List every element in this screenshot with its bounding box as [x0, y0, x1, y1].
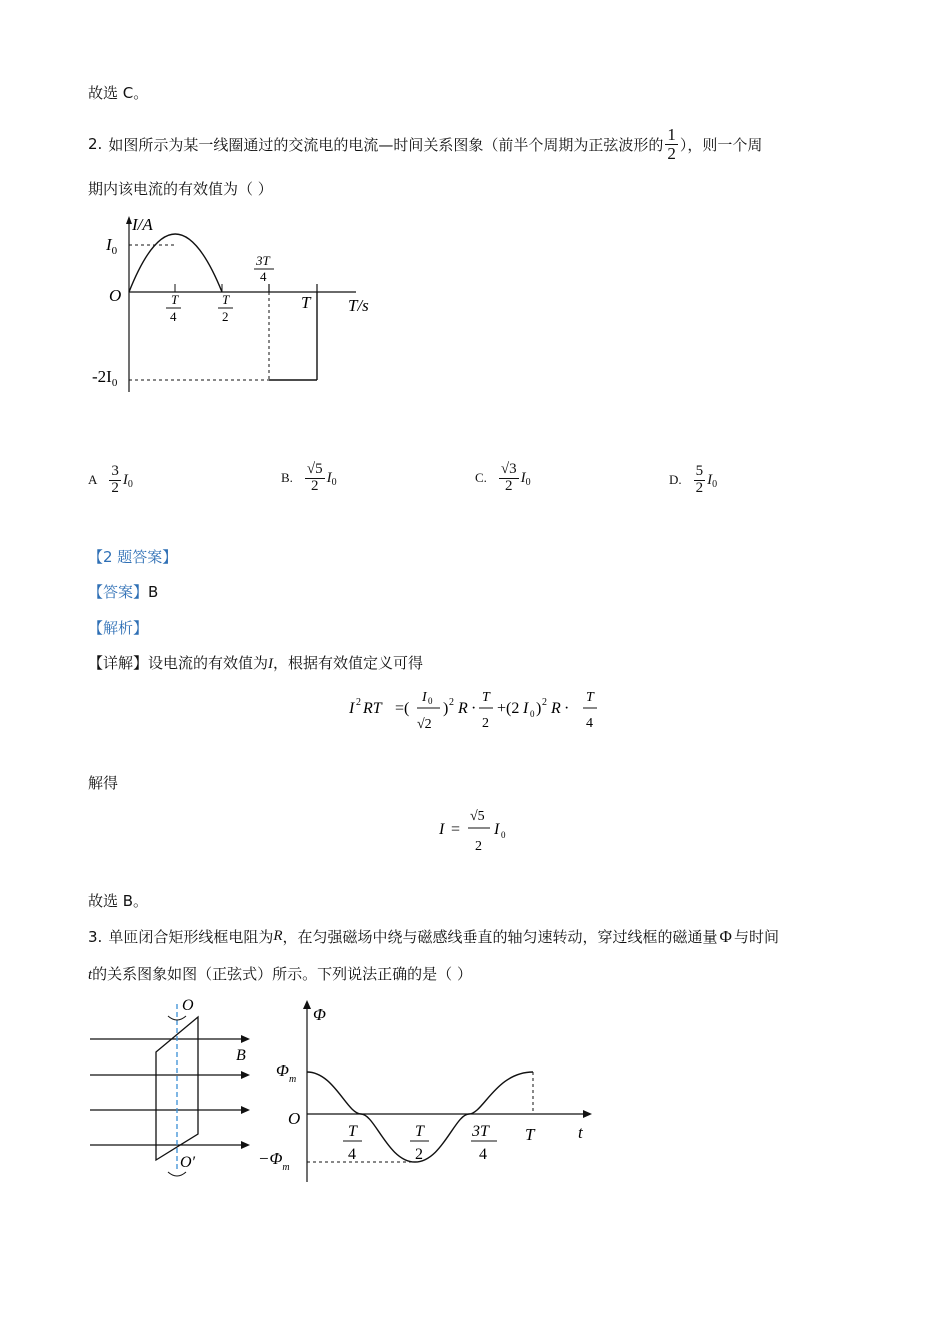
half-fraction: $\frac{1}{2}$	[667, 125, 676, 163]
svg-text:T: T	[586, 690, 594, 705]
t-three-quarter-num: 3T	[256, 253, 270, 268]
question-2-number: 2.	[88, 135, 103, 154]
svg-text:T: T	[415, 1123, 424, 1140]
axis-bottom-label: O′	[180, 1154, 196, 1171]
svg-text:4: 4	[586, 716, 593, 731]
svg-text:2: 2	[482, 716, 489, 731]
svg-text:·: ·	[471, 700, 477, 717]
svg-text:2: 2	[415, 1146, 423, 1163]
svg-text:T: T	[525, 1125, 535, 1144]
previous-conclusion: 故选 C。	[88, 84, 149, 102]
svg-text:I: I	[349, 700, 355, 717]
svg-text:=: =	[451, 821, 461, 838]
t-axis-label: t	[578, 1123, 583, 1142]
svg-text:R: R	[458, 700, 468, 717]
svg-text:0: 0	[428, 696, 433, 706]
x-axis-label: T/s	[348, 296, 369, 315]
axis-top-label: O	[182, 997, 194, 1014]
t-three-quarter-den: 4	[260, 269, 267, 284]
svg-text:I: I	[523, 700, 529, 717]
answer-section-title: 【2 题答案】	[88, 548, 178, 566]
svg-text:): )	[536, 700, 542, 717]
svg-text:0: 0	[501, 830, 506, 840]
svg-text:4: 4	[348, 1146, 356, 1163]
rotation-arrow-bottom-icon	[168, 1172, 186, 1176]
phi-m-label: $\Phi_m$	[276, 1061, 297, 1085]
analysis-tag: 【解析】	[88, 619, 149, 637]
question-2-line-1	[88, 126, 762, 163]
svg-text:I: I	[439, 821, 445, 838]
origin-label: O	[109, 286, 122, 305]
question-3-line-1: 3. 单匝闭合矩形线框电阻为 R ，在匀强磁场中绕与磁感线垂直的轴匀速转动，穿过线框的磁通量 Φ 与时间	[88, 926, 779, 946]
option-a[interactable]: A $\frac{3}{2}$ I 0	[88, 463, 133, 496]
question-2-text-after: ），则一个周	[679, 135, 763, 154]
sine-half-wave	[129, 234, 222, 292]
flux-origin-label: O	[288, 1109, 301, 1128]
detail-line: 【详解】设电流的有效值为I，根据有效值定义可得	[88, 654, 424, 672]
svg-text:T: T	[348, 1123, 357, 1140]
svg-text:+(2: +(2	[497, 700, 520, 717]
y-axis-label: I/A	[132, 215, 153, 234]
t-quarter-den: 4	[170, 309, 177, 324]
i0-label: $I_0$	[106, 235, 118, 257]
solve-label: 解得	[88, 774, 119, 792]
conclusion-b: 故选 B。	[88, 892, 149, 910]
current-time-graph	[88, 210, 388, 400]
magnetic-field-lines	[90, 1035, 250, 1149]
svg-text:√2: √2	[417, 717, 432, 732]
t-quarter-num: T	[171, 292, 179, 307]
coil-and-flux-figure	[88, 992, 598, 1187]
t-full-label: T	[301, 293, 311, 312]
answer-line: 【答案】B	[88, 583, 159, 601]
svg-text:=(: =(	[395, 700, 410, 717]
svg-text:T: T	[482, 690, 490, 705]
svg-text:R: R	[551, 700, 561, 717]
option-d[interactable]: D. $\frac{5}{2}$ I 0	[669, 463, 718, 496]
result-equation	[435, 800, 525, 858]
t-half-num: T	[222, 292, 230, 307]
svg-text:√5: √5	[470, 809, 485, 824]
option-c[interactable]: C. $\frac{√3}{2}$ I 0	[475, 461, 531, 494]
svg-text:2: 2	[542, 697, 547, 708]
t-half-den: 2	[222, 309, 229, 324]
phi-axis-label: Φ	[313, 1005, 326, 1024]
svg-text:4: 4	[479, 1146, 487, 1163]
option-b[interactable]: B. $\frac{√5}{2}$ I 0	[281, 461, 337, 494]
question-2-line-2: 期内该电流的有效值为（ ）	[88, 180, 273, 198]
question-3-number: 3.	[88, 927, 103, 946]
svg-text:): )	[443, 700, 449, 717]
svg-text:RT: RT	[363, 700, 382, 717]
svg-text:·: ·	[564, 700, 570, 717]
effective-value-equation	[345, 684, 610, 736]
svg-text:2: 2	[475, 839, 482, 854]
question-2-text: 如图所示为某一线圈通过的交流电的电流—时间关系图象（前半个周期为正弦波形的	[108, 135, 664, 154]
question-3-line-2: t的关系图象如图（正弦式）所示。下列说法正确的是（ ）	[88, 965, 472, 983]
svg-text:I: I	[422, 690, 427, 705]
neg-2i0-label: $-2I_0$	[92, 367, 118, 389]
svg-text:0: 0	[530, 709, 535, 719]
svg-text:2: 2	[356, 697, 361, 708]
neg-phi-m-label: $-\Phi_m$	[258, 1149, 290, 1173]
svg-text:3T: 3T	[472, 1123, 489, 1140]
svg-text:2: 2	[449, 697, 454, 708]
svg-text:I: I	[494, 821, 500, 838]
field-b-label: B	[236, 1047, 246, 1064]
